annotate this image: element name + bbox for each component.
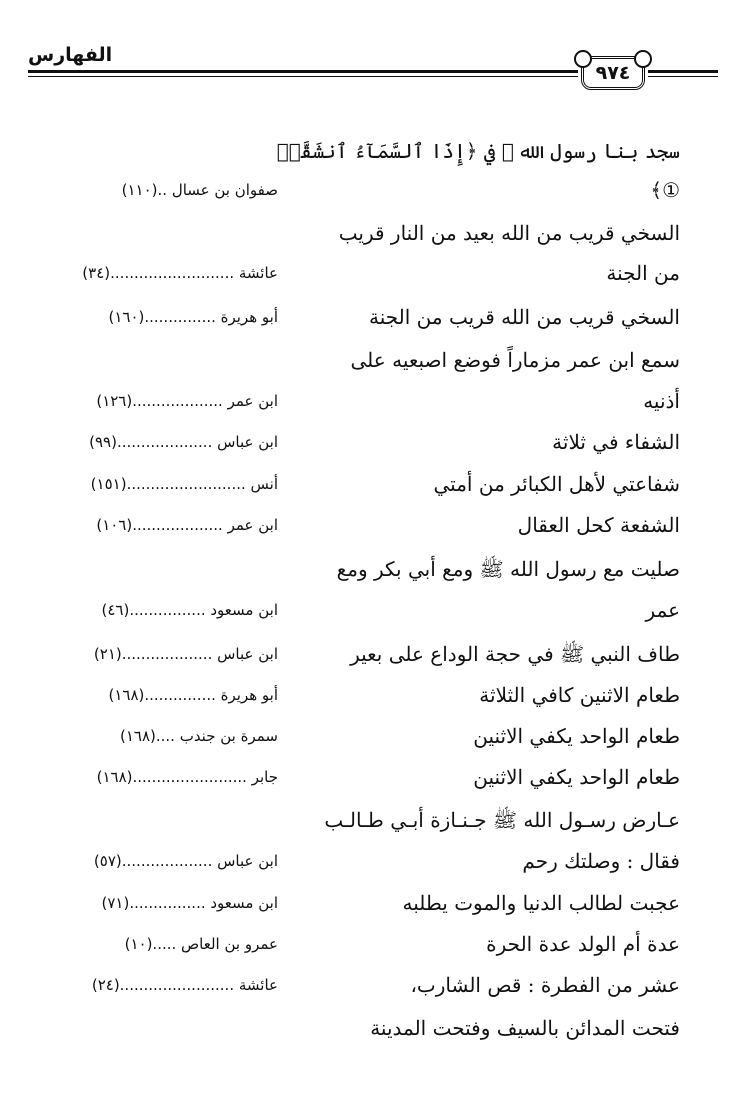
narrator-reference: ابن عمر ...................(١٢٦) [96,392,278,410]
narrator-reference: ابن مسعود ................(٧١) [101,894,278,912]
index-row [40,1011,680,1051]
narrator-reference: جابر ........................(١٦٨) [96,768,278,786]
index-row [40,803,680,843]
index-row [40,134,680,174]
narrator-reference: ابن عباس ...................(٥٧) [93,852,278,870]
narrator-reference: ابن عباس ...................(٢١) [93,645,278,663]
index-row [40,508,680,548]
index-row [40,216,680,256]
hadith-text: شفاعتي لأهل الكبائر من أمتي [433,472,680,496]
narrator-reference: عمرو بن العاص .....(١٠) [124,935,278,953]
narrator-reference: ابن عمر ...................(١٠٦) [96,516,278,534]
hadith-text: عشر من الفطرة : قص الشارب، [410,973,680,997]
page-number: ٩٧٤ [581,56,645,90]
hadith-text: الشفعة كحل العقال [517,513,680,537]
hadith-text: فقال : وصلتك رحم [522,849,680,873]
hadith-text: عدة أم الولد عدة الحرة [486,932,680,956]
index-row [40,384,680,424]
hadith-text: طعام الاثنين كافي الثلاثة [479,683,680,707]
hadith-text: السخي قريب من الله بعيد من النار قريب [338,221,680,245]
index-row [40,678,680,718]
narrator-reference: أبو هريرة ...............(١٦٠) [108,308,278,326]
index-row [40,637,680,677]
index-row [40,300,680,340]
hadith-text: السخي قريب من الله قريب من الجنة [368,305,680,329]
index-row [40,719,680,759]
hadith-text: الشفاء في ثلاثة [552,430,680,454]
index-row [40,256,680,296]
index-row [40,425,680,465]
narrator-reference: ابن عباس ....................(٩٩) [89,433,278,451]
index-row [40,968,680,1008]
hadith-text: سمع ابن عمر مزماراً فوضع اصبعيه على [350,348,680,372]
index-row [40,760,680,800]
narrator-reference: أبو هريرة ...............(١٦٨) [108,686,278,704]
narrator-reference: عائشة ........................(٢٤) [91,976,278,994]
index-row [40,593,680,633]
hadith-text: عجبت لطالب الدنيا والموت يطلبه [402,891,680,915]
hadith-text: عمر [645,598,680,622]
hadith-text: أذنيه [643,389,680,413]
hadith-text: طعام الواحد يكفي الاثنين [473,724,680,748]
hadith-text: طعام الواحد يكفي الاثنين [473,765,680,789]
hadith-text: صليت مع رسول الله ﷺ ومع أبي بكر ومع [336,557,680,581]
index-row [40,173,680,213]
narrator-reference: سمرة بن جندب ....(١٦٨) [119,727,278,745]
narrator-reference: أنس .........................(١٥١) [90,475,278,493]
section-title: الفهارس [28,44,113,66]
narrator-reference: ابن مسعود ................(٤٦) [101,601,278,619]
narrator-reference: عائشة ..........................(٣٤) [82,264,278,282]
narrator-reference: صفوان بن عسال ..(١١٠) [121,181,278,199]
index-row [40,886,680,926]
index-row [40,844,680,884]
hadith-text: عـارض رسـول الله ﷺ جـنـازة أبـي طـالـب [324,808,680,832]
hadith-text: طاف النبي ﷺ في حجة الوداع على بعير [350,642,680,666]
index-row [40,343,680,383]
hadith-text: من الجنة [606,261,680,285]
index-row [40,552,680,592]
hadith-text: فتحت المدائن بالسيف وفتحت المدينة [370,1016,680,1040]
index-row [40,467,680,507]
hadith-text: سجد بنا رسول الله ﷺ في ﴿إِذَا ٱلسَّمَآءُ ٱنشَقَّتۡ [276,139,680,163]
index-row [40,927,680,967]
hadith-text: ①﴾ [650,178,680,202]
